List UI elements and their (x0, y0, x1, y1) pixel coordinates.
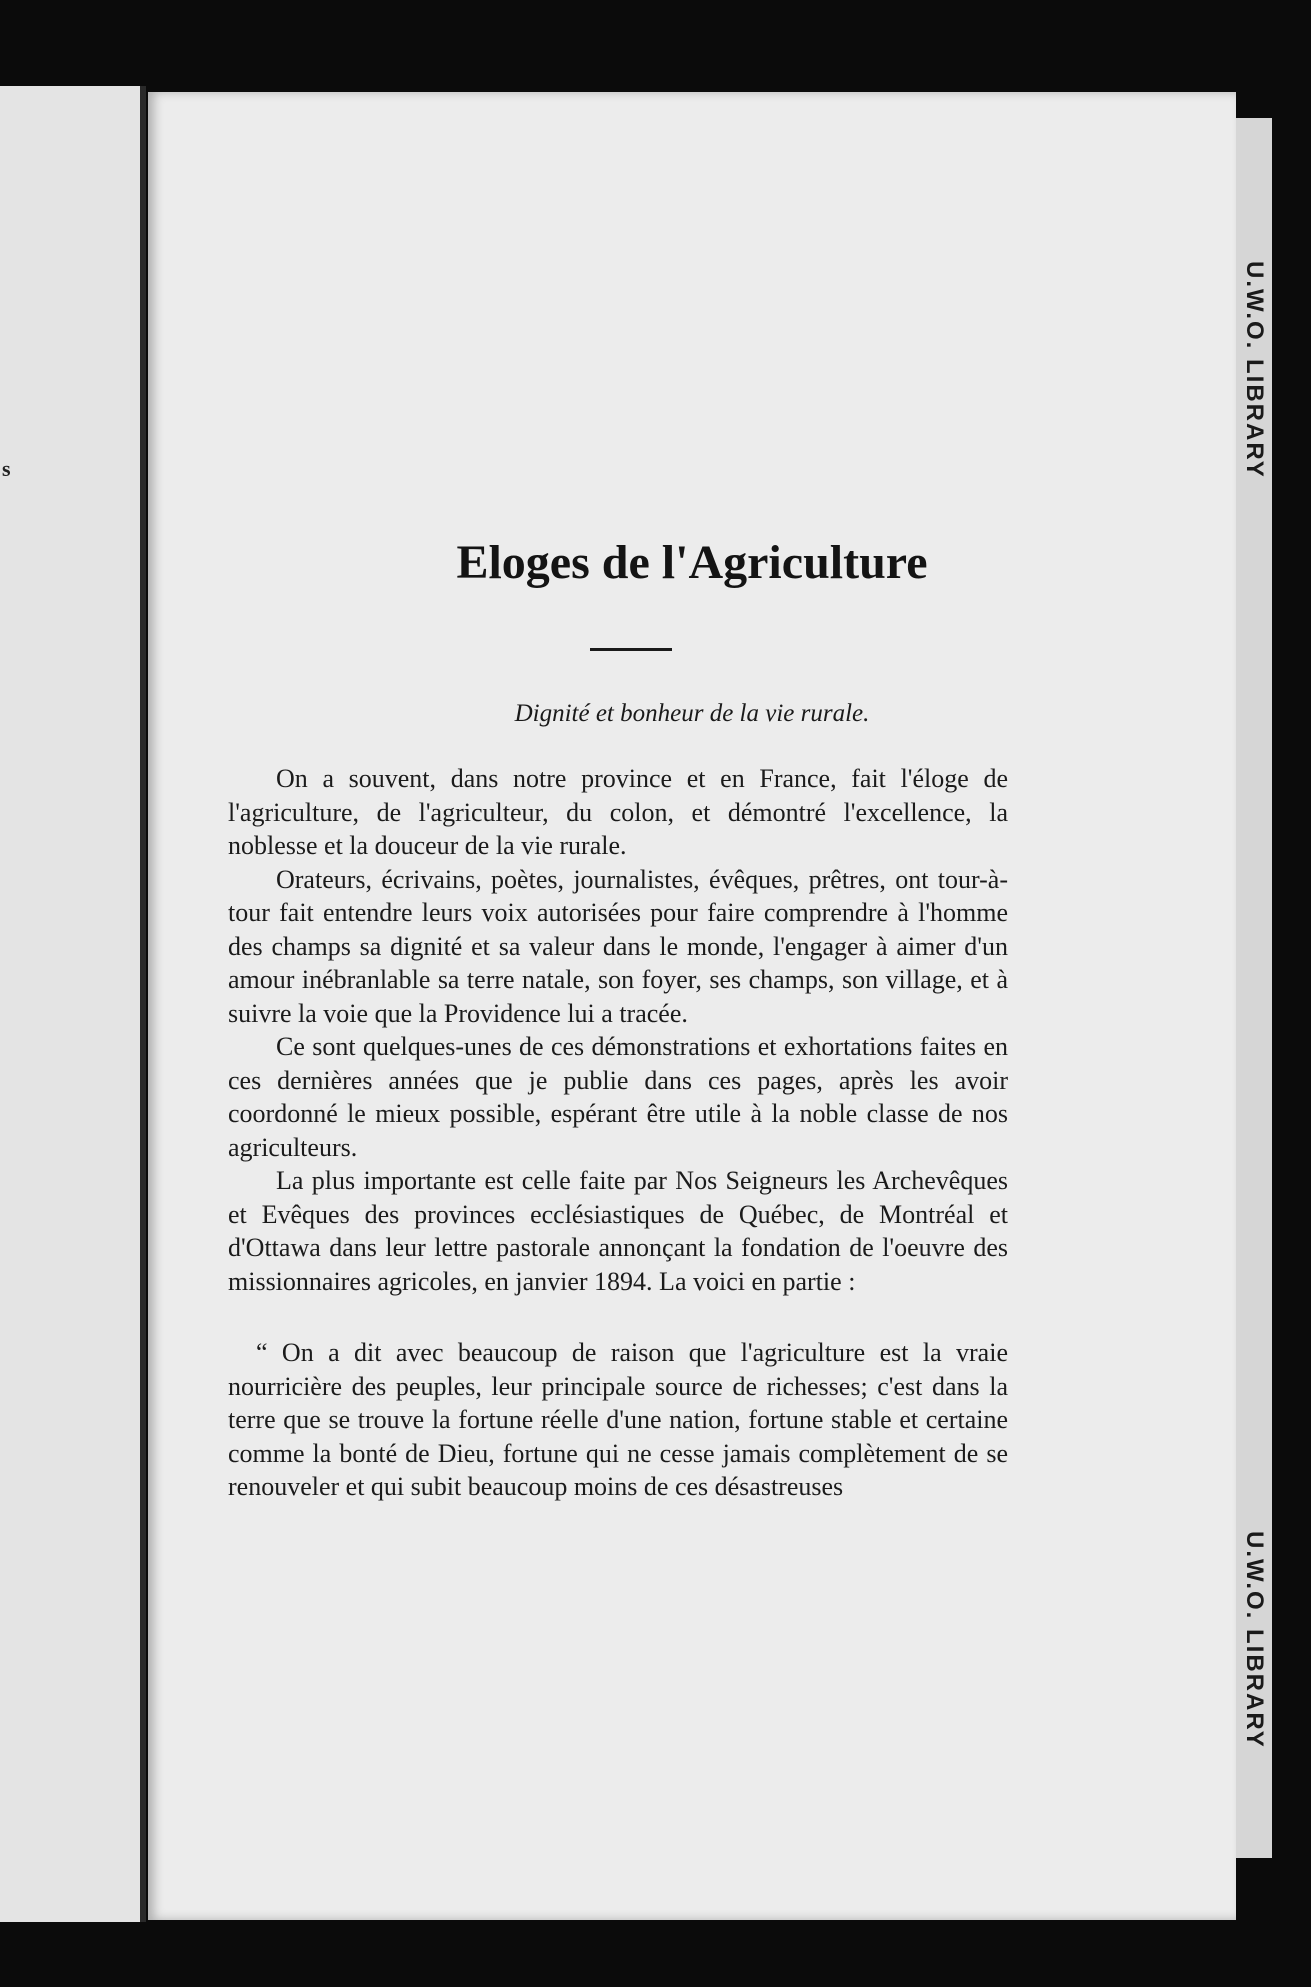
paragraph: La plus importante est celle faite par Nos Seigneurs les Archevêques et Evêques des provinces ecclésiastiques de Québec, de Montréal et d'Ottawa dans leur lettre pastorale annonçant la fondation de l'oeuvre des missionnaires agricoles, en janvier 1894. La voici en partie : (228, 1166, 1008, 1296)
paragraph: On a souvent, dans notre province et en France, fait l'éloge de l'agriculture, de l'agriculteur, du colon, et démontré l'excellence, la noblesse et la douceur de la vie rurale. (228, 764, 1008, 860)
paragraph: Ce sont quelques-unes de ces démonstrations et exhortations faites en ces dernières années que je publie dans ces pages, après les avoir coordonné le mieux possible, espérant être utile à la noble classe de nos agriculteurs. (228, 1032, 1008, 1162)
title-divider (590, 648, 672, 651)
body-text (228, 762, 1008, 1504)
library-stamp-top: U.W.O. LIBRARY (1241, 261, 1268, 479)
library-stamp-bottom: U.W.O. LIBRARY (1241, 1531, 1268, 1749)
quotation: “ On a dit avec beaucoup de raison que l'agriculture est la vraie nourricière des peuples, leur principale source de richesses; c'est dans la terre que se trouve la fortune réelle d'une nation, fortune stable et certaine comme la bonté de Dieu, fortune qui ne cesse jamais complètement de se renouveler et qui subit beaucoup moins de ces désastreuses (228, 1338, 1008, 1501)
paragraph: Orateurs, écrivains, poètes, journalistes, évêques, prêtres, ont tour-à-tour fait entendre leurs voix autorisées pour faire comprendre à l'homme des champs sa dignité et sa valeur dans le monde, l'engager à aimer d'un amour inébranlable sa terre natale, son foyer, ses champs, son village, et à suivre la voie que la Providence lui a tracée. (228, 864, 1008, 1028)
left-page-fragment: s (2, 456, 11, 481)
left-page-edge (0, 86, 146, 1922)
page-subtitle: Dignité et bonheur de la vie rurale. (514, 700, 870, 727)
page-title: Eloges de l'Agriculture (456, 536, 928, 589)
